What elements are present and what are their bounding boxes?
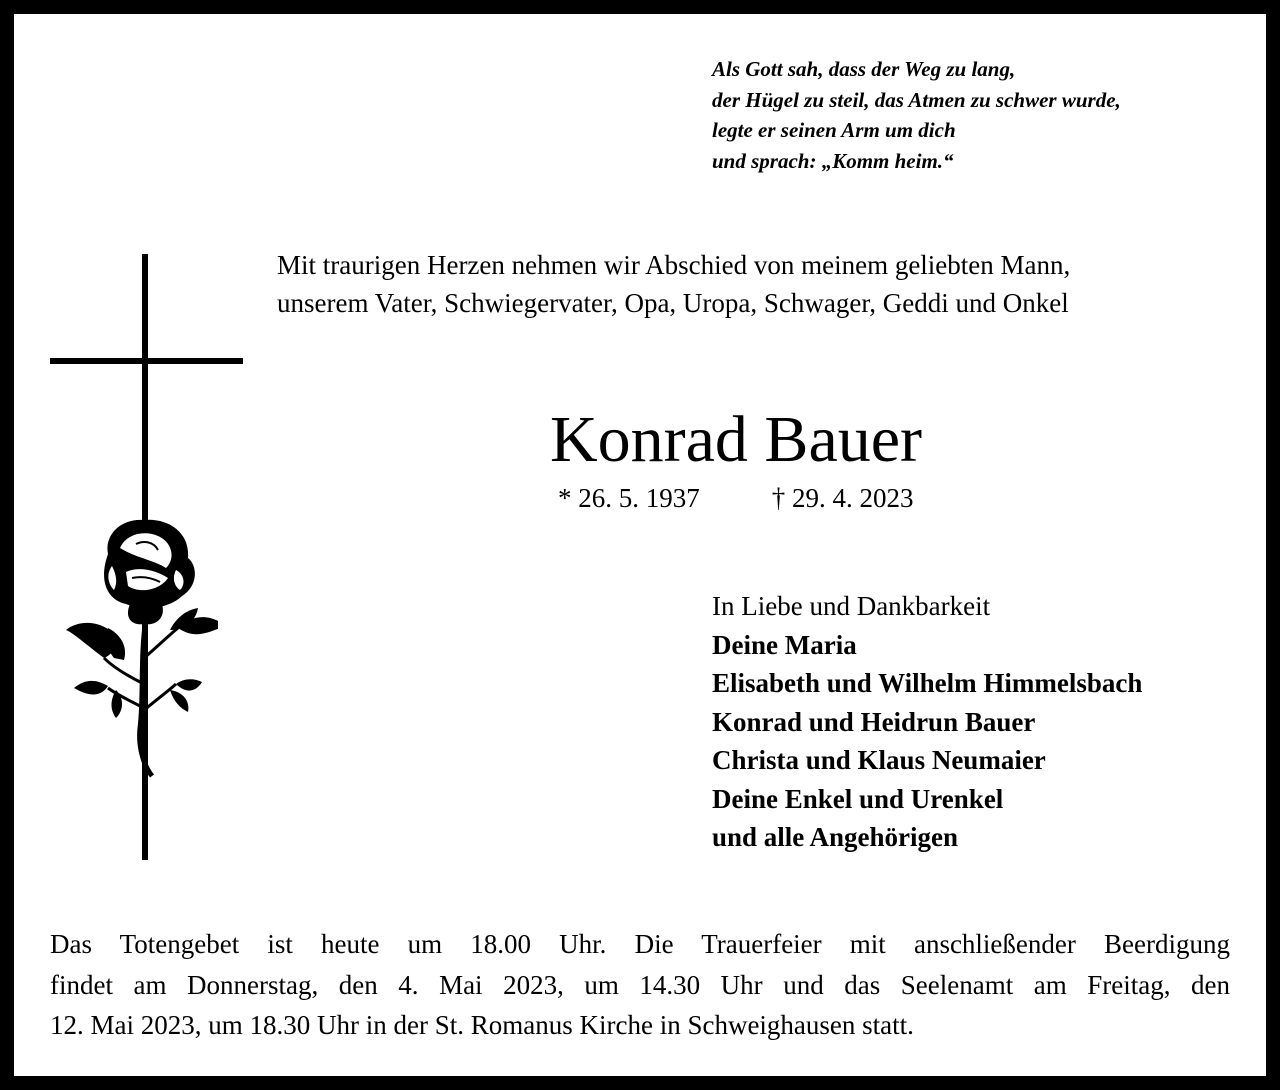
- death-date: † 29. 4. 2023: [771, 483, 914, 513]
- service-line-2: findet am Donnerstag, den 4. Mai 2023, um 14.30 Uhr und das Seelenamt am Freitag, den: [50, 969, 1230, 1000]
- signoff-intro: In Liebe und Dankbarkeit: [712, 591, 991, 621]
- intro-text: [277, 246, 1070, 322]
- obituary-notice: [14, 14, 1266, 1076]
- life-dates: [558, 480, 914, 516]
- signoff: [712, 587, 1142, 857]
- deceased-name: Konrad Bauer: [550, 403, 923, 476]
- mourner-name: Deine Maria: [712, 629, 857, 660]
- service-info: [50, 924, 1230, 1046]
- service-line-1: Das Totengebet ist heute um 18.00 Uhr. Die Trauerfeier mit anschließender Beerdigung: [50, 929, 1230, 959]
- cross-bar: [50, 358, 243, 364]
- birth-date: * 26. 5. 1937: [558, 483, 700, 513]
- mourner-name: Elisabeth und Wilhelm Himmelsbach: [712, 668, 1143, 698]
- mourner-name: Christa und Klaus Neumaier: [712, 745, 1046, 775]
- mourner-name: und alle Angehörigen: [712, 822, 959, 852]
- intro-line-1: Mit traurigen Herzen nehmen wir Abschied von meinem geliebten Mann,: [277, 250, 1071, 280]
- rose-icon: [48, 508, 218, 778]
- mourner-name: Konrad und Heidrun Bauer: [712, 706, 1036, 737]
- poem-line-2: der Hügel zu steil, das Atmen zu schwer wurde,: [712, 87, 1121, 112]
- poem-line-3: legte er seinen Arm um dich: [712, 118, 956, 142]
- mourner-name: Deine Enkel und Urenkel: [712, 783, 1004, 814]
- poem: [712, 54, 1121, 176]
- poem-line-1: Als Gott sah, dass der Weg zu lang,: [712, 57, 1016, 81]
- poem-line-4: und sprach: „Komm heim.“: [712, 148, 954, 173]
- intro-line-2: unserem Vater, Schwiegervater, Opa, Uropa, Schwager, Geddi und Onkel: [277, 288, 1069, 318]
- service-line-3: 12. Mai 2023, um 18.30 Uhr in der St. Romanus Kirche in Schweighausen statt.: [50, 1010, 914, 1040]
